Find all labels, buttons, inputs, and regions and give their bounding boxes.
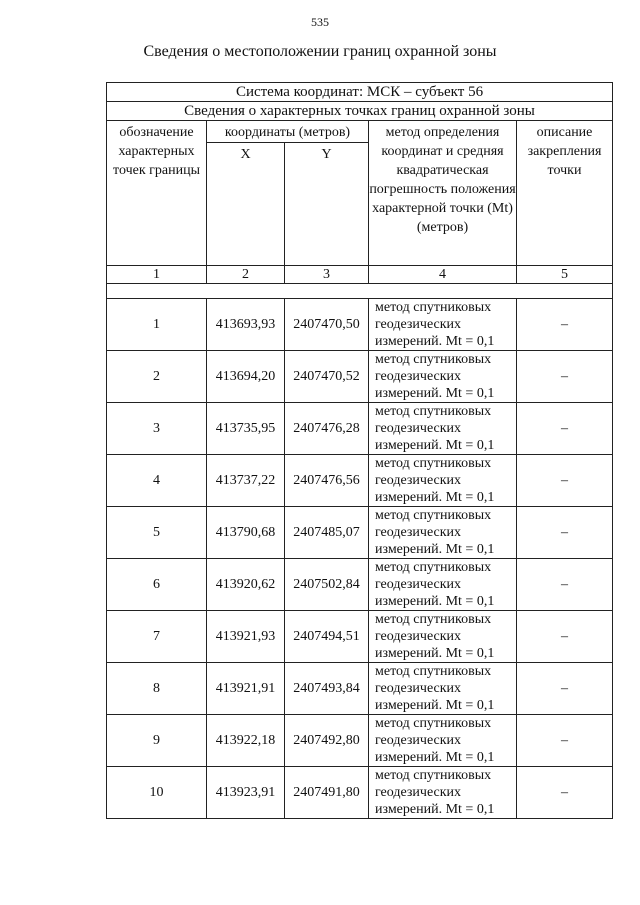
table-row — [107, 663, 613, 715]
description-header: описание закрепления точки — [517, 121, 613, 266]
x-coordinate: 413737,22 — [207, 455, 285, 507]
method-text: метод спутниковых геодезических измерений. Mt = 0,1 — [369, 403, 517, 455]
fixation-description: – — [517, 767, 613, 819]
table-row — [107, 455, 613, 507]
method-text: метод спутниковых геодезических измерений. Mt = 0,1 — [369, 611, 517, 663]
fixation-description: – — [517, 559, 613, 611]
table-row — [107, 611, 613, 663]
x-coordinate: 413694,20 — [207, 351, 285, 403]
method-text: метод спутниковых геодезических измерений. Mt = 0,1 — [369, 715, 517, 767]
table-row — [107, 299, 613, 351]
method-text: метод спутниковых геодезических измерений. Mt = 0,1 — [369, 507, 517, 559]
column-number: 3 — [285, 266, 369, 284]
x-coordinate: 413735,95 — [207, 403, 285, 455]
y-coordinate: 2407494,51 — [285, 611, 369, 663]
x-header: X — [207, 143, 285, 266]
method-text: метод спутниковых геодезических измерений. Mt = 0,1 — [369, 663, 517, 715]
section-header: Сведения о характерных точках границ охранной зоны — [107, 102, 613, 121]
point-number: 6 — [107, 559, 207, 611]
y-coordinate: 2407470,52 — [285, 351, 369, 403]
x-coordinate: 413790,68 — [207, 507, 285, 559]
method-text: метод спутниковых геодезических измерений. Mt = 0,1 — [369, 351, 517, 403]
table-row — [107, 559, 613, 611]
fixation-description: – — [517, 403, 613, 455]
point-number: 3 — [107, 403, 207, 455]
designation-header: обозначение характерных точек границы — [107, 121, 207, 266]
point-number: 7 — [107, 611, 207, 663]
page-number: 535 — [311, 15, 329, 29]
method-text: метод спутниковых геодезических измерений. Mt = 0,1 — [369, 767, 517, 819]
x-coordinate: 413922,18 — [207, 715, 285, 767]
column-number: 5 — [517, 266, 613, 284]
fixation-description: – — [517, 351, 613, 403]
table-row — [107, 507, 613, 559]
y-coordinate: 2407476,28 — [285, 403, 369, 455]
y-header: Y — [285, 143, 369, 266]
document-title: Сведения о местоположении границ охранной зоны — [143, 43, 497, 60]
y-coordinate: 2407476,56 — [285, 455, 369, 507]
point-number: 10 — [107, 767, 207, 819]
coordinates-header: координаты (метров) — [207, 121, 369, 143]
point-number: 5 — [107, 507, 207, 559]
y-coordinate: 2407470,50 — [285, 299, 369, 351]
fixation-description: – — [517, 611, 613, 663]
fixation-description: – — [517, 455, 613, 507]
column-number-row — [107, 266, 613, 284]
y-coordinate: 2407491,80 — [285, 767, 369, 819]
column-number: 1 — [107, 266, 207, 284]
table-row — [107, 767, 613, 819]
table-row — [107, 715, 613, 767]
fixation-description: – — [517, 715, 613, 767]
point-number: 1 — [107, 299, 207, 351]
method-header: метод определения координат и средняя квадратическая погрешность положения характерной точки (Mt) (метров) — [369, 121, 517, 266]
fixation-description: – — [517, 507, 613, 559]
x-coordinate: 413923,91 — [207, 767, 285, 819]
method-text: метод спутниковых геодезических измерений. Mt = 0,1 — [369, 455, 517, 507]
x-coordinate: 413920,62 — [207, 559, 285, 611]
y-coordinate: 2407493,84 — [285, 663, 369, 715]
method-text: метод спутниковых геодезических измерений. Mt = 0,1 — [369, 299, 517, 351]
table-row — [107, 403, 613, 455]
point-number: 9 — [107, 715, 207, 767]
y-coordinate: 2407485,07 — [285, 507, 369, 559]
x-coordinate: 413921,91 — [207, 663, 285, 715]
y-coordinate: 2407502,84 — [285, 559, 369, 611]
method-text: метод спутниковых геодезических измерений. Mt = 0,1 — [369, 559, 517, 611]
boundary-points-table — [106, 82, 613, 819]
point-number: 4 — [107, 455, 207, 507]
y-coordinate: 2407492,80 — [285, 715, 369, 767]
point-number: 2 — [107, 351, 207, 403]
coordinate-system-header: Система координат: МСК – субъект 56 — [107, 83, 613, 102]
table-row — [107, 351, 613, 403]
spacer-row — [107, 284, 613, 299]
column-number: 4 — [369, 266, 517, 284]
column-number: 2 — [207, 266, 285, 284]
point-number: 8 — [107, 663, 207, 715]
x-coordinate: 413693,93 — [207, 299, 285, 351]
fixation-description: – — [517, 663, 613, 715]
fixation-description: – — [517, 299, 613, 351]
x-coordinate: 413921,93 — [207, 611, 285, 663]
